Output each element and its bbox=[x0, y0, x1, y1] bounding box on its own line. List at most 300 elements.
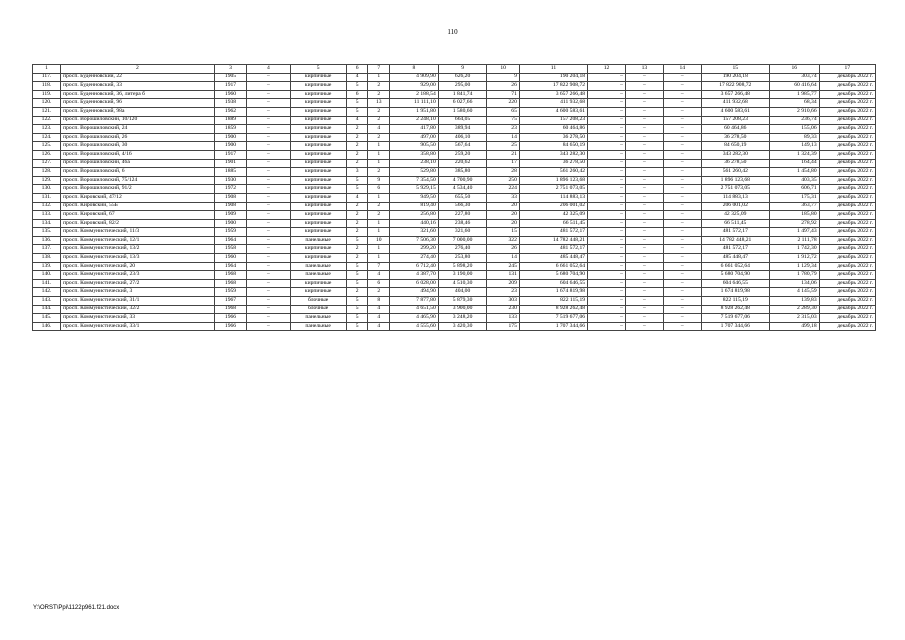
table-cell: 1 bbox=[368, 228, 390, 237]
table-cell: – bbox=[625, 254, 663, 263]
table-cell: 1958 bbox=[214, 245, 246, 254]
table-cell: 120. bbox=[33, 99, 61, 108]
table-cell: 1966 bbox=[214, 322, 246, 331]
table-cell: 6 661 052,64 bbox=[701, 262, 769, 271]
table-cell: – bbox=[625, 322, 663, 331]
table-cell: 122. bbox=[33, 116, 61, 125]
table-cell: – bbox=[663, 193, 701, 202]
table-row bbox=[33, 193, 876, 202]
table-cell: 8 928 262,48 bbox=[519, 305, 587, 314]
table-cell: – bbox=[663, 99, 701, 108]
table-cell: 117. bbox=[33, 73, 61, 82]
table-cell: просп. Коммунистический, 32/2 bbox=[61, 305, 215, 314]
table-cell: 238,10 bbox=[390, 159, 439, 168]
table-cell: 567,64 bbox=[438, 142, 487, 151]
table-cell: 129. bbox=[33, 176, 61, 185]
table-cell: панельные bbox=[290, 271, 346, 280]
table-cell: 2 bbox=[368, 202, 390, 211]
table-cell: просп. Буденновский, 96 bbox=[61, 99, 215, 108]
table-cell: – bbox=[625, 288, 663, 297]
table-cell: декабрь 2022 г. bbox=[819, 168, 875, 177]
table-cell: – bbox=[588, 254, 626, 263]
table-cell: 2 bbox=[368, 211, 390, 220]
table-cell: 2 bbox=[346, 202, 368, 211]
table-cell: – bbox=[588, 305, 626, 314]
table-cell: 2 751 073,05 bbox=[519, 185, 587, 194]
table-cell: 131. bbox=[33, 193, 61, 202]
table-cell: 130. bbox=[33, 185, 61, 194]
table-cell: – bbox=[663, 90, 701, 99]
table-cell: 9 bbox=[368, 176, 390, 185]
table-cell: 1885 bbox=[214, 168, 246, 177]
table-cell: 1 454,80 bbox=[769, 168, 819, 177]
table-cell: – bbox=[588, 142, 626, 151]
table-cell: 303,74 bbox=[769, 73, 819, 82]
table-row bbox=[33, 262, 876, 271]
table-cell: 1 912,72 bbox=[769, 254, 819, 263]
table-cell: просп. Коммунистический, 12/1 bbox=[61, 236, 215, 245]
table-cell: 2 188,54 bbox=[390, 90, 439, 99]
table-cell: декабрь 2022 г. bbox=[819, 305, 875, 314]
table-cell: кирпичные bbox=[290, 279, 346, 288]
table-cell: 1 674 819,98 bbox=[701, 288, 769, 297]
table-cell: – bbox=[625, 150, 663, 159]
table-cell: 114 883,13 bbox=[519, 193, 587, 202]
table-row bbox=[33, 202, 876, 211]
table-cell: кирпичные bbox=[290, 245, 346, 254]
table-cell: 485 448,47 bbox=[701, 254, 769, 263]
table-row bbox=[33, 73, 876, 82]
column-number-cell: 5 bbox=[290, 65, 346, 74]
table-cell: 11 111,10 bbox=[390, 99, 439, 108]
table-cell: – bbox=[663, 82, 701, 91]
table-cell: кирпичные bbox=[290, 193, 346, 202]
table-cell: 481 572,17 bbox=[519, 245, 587, 254]
table-cell: 822 115,19 bbox=[701, 297, 769, 306]
table-cell: 5 898,20 bbox=[438, 262, 487, 271]
table-cell: – bbox=[625, 107, 663, 116]
table-cell: 1 841,74 bbox=[438, 90, 487, 99]
table-row bbox=[33, 322, 876, 331]
table-cell: – bbox=[663, 245, 701, 254]
table-cell: просп. Ворошиловский, 91/2 bbox=[61, 185, 215, 194]
buildings-table-container bbox=[32, 64, 876, 331]
table-cell: кирпичные bbox=[290, 116, 346, 125]
table-cell: 566,30 bbox=[438, 202, 487, 211]
table-cell: декабрь 2022 г. bbox=[819, 90, 875, 99]
table-cell: 819,40 bbox=[390, 202, 439, 211]
table-cell: просп. Коммунистический, 3 bbox=[61, 288, 215, 297]
table-cell: 494,90 bbox=[390, 288, 439, 297]
table-cell: 17 822 908,72 bbox=[701, 82, 769, 91]
table-cell: 146. bbox=[33, 322, 61, 331]
table-cell: просп. Ворошиловский, 75/124 bbox=[61, 176, 215, 185]
table-cell: 5 680 704,90 bbox=[701, 271, 769, 280]
table-cell: кирпичные bbox=[290, 254, 346, 263]
table-cell: блочные bbox=[290, 305, 346, 314]
column-number-cell: 9 bbox=[438, 65, 487, 74]
table-cell: 4 bbox=[368, 125, 390, 134]
table-cell: 14 782 448,21 bbox=[701, 236, 769, 245]
table-cell: 1 674 819,98 bbox=[519, 288, 587, 297]
table-cell: 440,16 bbox=[390, 219, 439, 228]
table-cell: 5 bbox=[346, 305, 368, 314]
table-cell: 404,00 bbox=[438, 288, 487, 297]
table-cell: – bbox=[663, 125, 701, 134]
table-cell: 5 bbox=[346, 279, 368, 288]
column-number-cell: 3 bbox=[214, 65, 246, 74]
table-cell: 2 bbox=[368, 288, 390, 297]
table-cell: 1 497,43 bbox=[769, 228, 819, 237]
table-cell: – bbox=[588, 236, 626, 245]
table-cell: кирпичные bbox=[290, 82, 346, 91]
table-cell: 358,80 bbox=[390, 150, 439, 159]
table-cell: – bbox=[663, 202, 701, 211]
table-cell: – bbox=[247, 314, 290, 323]
table-cell: 1889 bbox=[214, 116, 246, 125]
table-cell: кирпичные bbox=[290, 125, 346, 134]
table-cell: 253,80 bbox=[438, 254, 487, 263]
table-cell: – bbox=[247, 271, 290, 280]
table-cell: 417,80 bbox=[390, 125, 439, 134]
table-cell: 4 600 583,61 bbox=[519, 107, 587, 116]
table-cell: просп. Ворошиловский, 30 bbox=[61, 142, 215, 151]
table-cell: – bbox=[663, 185, 701, 194]
table-cell: 2 bbox=[368, 133, 390, 142]
table-cell: 1917 bbox=[214, 150, 246, 159]
table-cell: 1 bbox=[368, 150, 390, 159]
table-cell: 259,20 bbox=[438, 150, 487, 159]
table-cell: 71 bbox=[487, 90, 519, 99]
table-cell: просп. Ворошиловский, 4/16 bbox=[61, 150, 215, 159]
table-row bbox=[33, 82, 876, 91]
table-cell: просп. Кировский, 67 bbox=[61, 211, 215, 220]
table-cell: – bbox=[625, 168, 663, 177]
table-cell: – bbox=[247, 288, 290, 297]
table-cell: 1968 bbox=[214, 271, 246, 280]
table-cell: – bbox=[247, 176, 290, 185]
table-cell: 17 bbox=[487, 159, 519, 168]
table-cell: декабрь 2022 г. bbox=[819, 279, 875, 288]
table-cell: 1962 bbox=[214, 107, 246, 116]
table-cell: 321,60 bbox=[438, 228, 487, 237]
table-cell: 6 028,00 bbox=[390, 279, 439, 288]
table-cell: 149,13 bbox=[769, 142, 819, 151]
table-cell: декабрь 2022 г. bbox=[819, 254, 875, 263]
column-number-cell: 12 bbox=[588, 65, 626, 74]
table-cell: просп. Коммунистический, 31/1 bbox=[61, 297, 215, 306]
table-cell: – bbox=[663, 107, 701, 116]
table-cell: – bbox=[588, 133, 626, 142]
table-cell: 60 464,86 bbox=[701, 125, 769, 134]
table-cell: 26 bbox=[487, 245, 519, 254]
table-cell: 655,50 bbox=[438, 193, 487, 202]
table-cell: 4 555,60 bbox=[390, 322, 439, 331]
table-cell: 245 bbox=[487, 262, 519, 271]
table-cell: 1908 bbox=[214, 202, 246, 211]
table-cell: 1959 bbox=[214, 288, 246, 297]
table-cell: просп. Ворошиловский, 6 bbox=[61, 168, 215, 177]
table-cell: 1 707 344,66 bbox=[519, 322, 587, 331]
table-cell: 1 129,34 bbox=[769, 262, 819, 271]
table-row bbox=[33, 159, 876, 168]
table-cell: декабрь 2022 г. bbox=[819, 219, 875, 228]
table-cell: 905,50 bbox=[390, 142, 439, 151]
table-row bbox=[33, 90, 876, 99]
table-cell: кирпичные bbox=[290, 288, 346, 297]
table-cell: 126. bbox=[33, 150, 61, 159]
table-cell: 145. bbox=[33, 314, 61, 323]
table-cell: – bbox=[247, 168, 290, 177]
table-cell: – bbox=[588, 82, 626, 91]
table-cell: 206 001,02 bbox=[519, 202, 587, 211]
table-cell: 4 bbox=[368, 314, 390, 323]
table-cell: – bbox=[625, 262, 663, 271]
table-cell: 5 bbox=[346, 107, 368, 116]
table-cell: просп. Кировский, 47/12 bbox=[61, 193, 215, 202]
table-cell: 2 111,78 bbox=[769, 236, 819, 245]
table-cell: 6 027,66 bbox=[438, 99, 487, 108]
table-cell: – bbox=[588, 314, 626, 323]
table-cell: – bbox=[625, 228, 663, 237]
table-cell: – bbox=[588, 193, 626, 202]
table-row bbox=[33, 279, 876, 288]
table-cell: 481 572,17 bbox=[701, 245, 769, 254]
table-cell: – bbox=[625, 314, 663, 323]
table-cell: 2 bbox=[346, 211, 368, 220]
table-cell: 227,80 bbox=[438, 211, 487, 220]
table-cell: 8 bbox=[368, 297, 390, 306]
table-row bbox=[33, 150, 876, 159]
table-cell: 1901 bbox=[214, 159, 246, 168]
table-cell: декабрь 2022 г. bbox=[819, 176, 875, 185]
table-cell: 321,60 bbox=[390, 228, 439, 237]
table-cell: – bbox=[588, 288, 626, 297]
table-cell: 4 600 583,61 bbox=[701, 107, 769, 116]
table-cell: 13 bbox=[368, 99, 390, 108]
table-cell: – bbox=[247, 202, 290, 211]
table-cell: кирпичные bbox=[290, 142, 346, 151]
table-cell: 363,77 bbox=[769, 202, 819, 211]
table-cell: – bbox=[588, 245, 626, 254]
table-cell: 132. bbox=[33, 202, 61, 211]
table-cell: 7 354,50 bbox=[390, 176, 439, 185]
table-cell: 26 bbox=[487, 82, 519, 91]
table-cell: 157 208,23 bbox=[701, 116, 769, 125]
table-cell: 133. bbox=[33, 211, 61, 220]
table-cell: 134,06 bbox=[769, 279, 819, 288]
table-cell: – bbox=[588, 90, 626, 99]
table-cell: 142. bbox=[33, 288, 61, 297]
table-cell: – bbox=[625, 305, 663, 314]
table-cell: 141. bbox=[33, 279, 61, 288]
table-cell: 1900 bbox=[214, 219, 246, 228]
table-cell: – bbox=[247, 99, 290, 108]
table-cell: – bbox=[588, 168, 626, 177]
table-cell: просп. Буденновский, 33 bbox=[61, 82, 215, 91]
table-cell: 238,46 bbox=[438, 219, 487, 228]
table-cell: 278,92 bbox=[769, 219, 819, 228]
table-cell: 5 bbox=[346, 271, 368, 280]
table-cell: 1964 bbox=[214, 236, 246, 245]
table-cell: – bbox=[625, 185, 663, 194]
table-cell: декабрь 2022 г. bbox=[819, 142, 875, 151]
table-cell: – bbox=[247, 125, 290, 134]
table-cell: 604 646,55 bbox=[701, 279, 769, 288]
table-cell: 5 bbox=[346, 185, 368, 194]
table-cell: 123. bbox=[33, 125, 61, 134]
table-cell: 9 bbox=[487, 73, 519, 82]
table-cell: – bbox=[247, 262, 290, 271]
table-cell: 190 204,18 bbox=[701, 73, 769, 82]
table-cell: – bbox=[588, 99, 626, 108]
table-cell: – bbox=[663, 305, 701, 314]
table-cell: – bbox=[625, 73, 663, 82]
table-row bbox=[33, 314, 876, 323]
table-cell: 929,00 bbox=[390, 82, 439, 91]
table-cell: 2 bbox=[346, 245, 368, 254]
table-cell: – bbox=[663, 142, 701, 151]
table-row bbox=[33, 185, 876, 194]
table-cell: 4 510,30 bbox=[438, 279, 487, 288]
table-cell: панельные bbox=[290, 322, 346, 331]
table-cell: кирпичные bbox=[290, 90, 346, 99]
table-cell: просп. Ворошиловский, 10/120 bbox=[61, 116, 215, 125]
table-cell: 1 780,79 bbox=[769, 271, 819, 280]
table-cell: кирпичные bbox=[290, 202, 346, 211]
table-cell: 6 bbox=[368, 279, 390, 288]
table-cell: 2 289,30 bbox=[769, 305, 819, 314]
table-cell: 4 387,70 bbox=[390, 271, 439, 280]
table-cell: 15 bbox=[487, 228, 519, 237]
table-cell: 7 877,80 bbox=[390, 297, 439, 306]
table-cell: 157 208,23 bbox=[519, 116, 587, 125]
table-cell: 10 bbox=[368, 236, 390, 245]
table-cell: 1968 bbox=[214, 279, 246, 288]
table-cell: 2 bbox=[368, 116, 390, 125]
table-cell: просп. Коммунистический, 11/3 bbox=[61, 228, 215, 237]
table-cell: 2 bbox=[346, 159, 368, 168]
table-row bbox=[33, 228, 876, 237]
table-header bbox=[33, 65, 876, 74]
table-cell: 481 572,17 bbox=[519, 228, 587, 237]
table-row bbox=[33, 133, 876, 142]
table-cell: – bbox=[247, 185, 290, 194]
table-row bbox=[33, 236, 876, 245]
table-cell: 7 519 677,06 bbox=[519, 314, 587, 323]
column-number-cell: 10 bbox=[487, 65, 519, 74]
table-cell: 4 145,59 bbox=[769, 288, 819, 297]
table-cell: просп. Ворошиловский, 46а bbox=[61, 159, 215, 168]
table-cell: – bbox=[247, 133, 290, 142]
table-cell: – bbox=[247, 82, 290, 91]
table-row bbox=[33, 99, 876, 108]
table-cell: – bbox=[588, 125, 626, 134]
table-cell: 2 bbox=[346, 142, 368, 151]
table-cell: 33 bbox=[487, 193, 519, 202]
table-cell: кирпичные bbox=[290, 185, 346, 194]
table-cell: декабрь 2022 г. bbox=[819, 262, 875, 271]
table-cell: 5 879,30 bbox=[438, 297, 487, 306]
table-cell: – bbox=[588, 228, 626, 237]
table-cell: 21 bbox=[487, 150, 519, 159]
table-cell: 5 929,15 bbox=[390, 185, 439, 194]
table-cell: просп. Ворошиловский, 26 bbox=[61, 133, 215, 142]
table-cell: – bbox=[625, 211, 663, 220]
table-cell: 6 bbox=[368, 185, 390, 194]
table-cell: 164,44 bbox=[769, 159, 819, 168]
table-cell: 4 909,90 bbox=[390, 73, 439, 82]
table-cell: декабрь 2022 г. bbox=[819, 211, 875, 220]
table-cell: 128. bbox=[33, 168, 61, 177]
table-cell: 5 bbox=[346, 322, 368, 331]
table-cell: 2 bbox=[346, 219, 368, 228]
table-row bbox=[33, 305, 876, 314]
table-cell: – bbox=[663, 211, 701, 220]
table-cell: – bbox=[625, 279, 663, 288]
table-cell: – bbox=[625, 271, 663, 280]
table-cell: 7 000,00 bbox=[438, 236, 487, 245]
table-cell: 2 bbox=[346, 133, 368, 142]
table-cell: 135. bbox=[33, 228, 61, 237]
column-number-cell: 4 bbox=[247, 65, 290, 74]
table-cell: 3 bbox=[346, 168, 368, 177]
table-cell: 6 661 052,64 bbox=[519, 262, 587, 271]
table-cell: – bbox=[247, 107, 290, 116]
table-cell: 5 bbox=[346, 262, 368, 271]
table-cell: – bbox=[625, 202, 663, 211]
table-cell: 529,80 bbox=[390, 168, 439, 177]
column-number-cell: 16 bbox=[769, 65, 819, 74]
table-cell: 8 928 262,48 bbox=[701, 305, 769, 314]
table-cell: декабрь 2022 г. bbox=[819, 133, 875, 142]
table-cell: панельные bbox=[290, 262, 346, 271]
table-cell: 606,71 bbox=[769, 185, 819, 194]
table-cell: 1 742,30 bbox=[769, 245, 819, 254]
table-cell: – bbox=[625, 125, 663, 134]
table-cell: 4 bbox=[346, 116, 368, 125]
table-cell: – bbox=[663, 262, 701, 271]
table-cell: кирпичные bbox=[290, 219, 346, 228]
table-row bbox=[33, 288, 876, 297]
column-number-cell: 8 bbox=[390, 65, 439, 74]
table-cell: 664,05 bbox=[438, 116, 487, 125]
table-cell: 4 bbox=[368, 305, 390, 314]
table-cell: – bbox=[588, 279, 626, 288]
table-cell: – bbox=[625, 176, 663, 185]
table-cell: 133 bbox=[487, 314, 519, 323]
table-cell: 1 896 123,68 bbox=[701, 176, 769, 185]
table-cell: 139,83 bbox=[769, 297, 819, 306]
table-cell: 1938 bbox=[214, 99, 246, 108]
table-row bbox=[33, 254, 876, 263]
column-number-cell: 17 bbox=[819, 65, 875, 74]
table-cell: 389,94 bbox=[438, 125, 487, 134]
table-cell: 75 bbox=[487, 116, 519, 125]
table-cell: – bbox=[663, 133, 701, 142]
table-cell: 36 278,50 bbox=[519, 159, 587, 168]
table-cell: 137. bbox=[33, 245, 61, 254]
table-cell: 1967 bbox=[214, 297, 246, 306]
table-cell: 5 bbox=[346, 236, 368, 245]
table-cell: просп. Буденновский, 98а bbox=[61, 107, 215, 116]
table-cell: – bbox=[588, 211, 626, 220]
table-cell: 1 324,39 bbox=[769, 150, 819, 159]
table-cell: – bbox=[663, 219, 701, 228]
table-cell: – bbox=[247, 159, 290, 168]
table-cell: 1 bbox=[368, 142, 390, 151]
table-cell: – bbox=[663, 176, 701, 185]
